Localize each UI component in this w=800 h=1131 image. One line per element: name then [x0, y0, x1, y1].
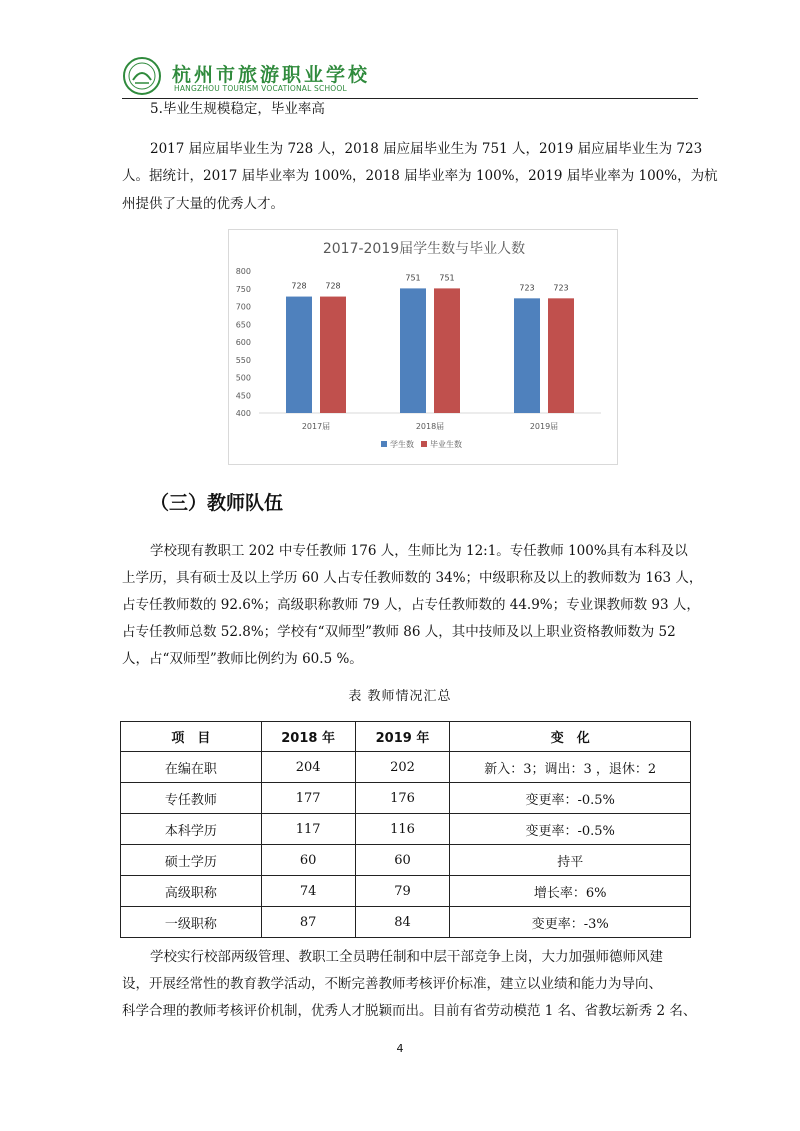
y-tick-label: 550 — [235, 355, 251, 365]
closing-line-1: 学校实行校部两级管理、教职工全员聘任制和中层干部竞争上岗，大力加强师德师风建 — [150, 949, 663, 965]
table-cell: 变更率：-0.5% — [450, 814, 691, 845]
section5-line-1: 2017 届应届毕业生为 728 人，2018 届应届毕业生为 751 人，2019 届应届毕业生为 723 — [150, 141, 703, 157]
legend-label: 学生数 — [390, 440, 414, 449]
table-cell: 本科学历 — [121, 814, 262, 845]
table-cell: 202 — [355, 752, 450, 783]
school-logo — [122, 56, 162, 96]
data-label: 723 — [519, 283, 535, 293]
table-cell: 持平 — [450, 845, 691, 876]
section3-heading: （三）教师队伍 — [150, 492, 284, 514]
y-tick-label: 400 — [235, 409, 251, 418]
table-row — [121, 814, 691, 845]
table-cell: 116 — [355, 814, 450, 845]
table-cell: 在编在职 — [121, 752, 262, 783]
section3-line-2: 上学历，具有硕士及以上学历 60 人占专任教师数的 34%；中级职称及以上的教师数为 163 人， — [122, 570, 703, 586]
page-number: 4 — [396, 1042, 404, 1055]
table-cell: 高级职称 — [121, 876, 262, 907]
table-row — [121, 845, 691, 876]
table-cell: 117 — [261, 814, 355, 845]
table-row — [121, 783, 691, 814]
legend-swatch — [421, 441, 427, 447]
school-name-en: HANGZHOU TOURISM VOCATIONAL SCHOOL — [174, 84, 347, 93]
table-cell: 硕士学历 — [121, 845, 262, 876]
bar-students — [514, 298, 540, 413]
table-cell: 专任教师 — [121, 783, 262, 814]
section5-heading: 5.毕业生规模稳定，毕业率高 — [150, 101, 325, 117]
table-cell: 变更率：-0.5% — [450, 783, 691, 814]
table-cell: 84 — [355, 907, 450, 938]
bar-students — [400, 288, 426, 413]
table-row — [121, 876, 691, 907]
table-caption: 表 教师情况汇总 — [348, 689, 452, 704]
legend-swatch — [381, 441, 387, 447]
chart-plot — [229, 230, 617, 464]
bar-students — [286, 297, 312, 413]
section3-line-5: 人，占“双师型”教师比例约为 60.5 %。 — [122, 651, 363, 667]
y-tick-label: 700 — [235, 302, 251, 312]
bar-graduates — [434, 288, 460, 413]
x-tick-label: 2019届 — [529, 422, 559, 431]
table-row — [121, 752, 691, 783]
table-cell: 79 — [355, 876, 450, 907]
data-label: 728 — [325, 281, 341, 291]
x-tick-label: 2018届 — [415, 422, 445, 431]
school-name-cn: 杭州市旅游职业学校 — [172, 64, 371, 86]
closing-line-3: 科学合理的教师考核评价机制，优秀人才脱颖而出。目前有省劳动模范 1 名、省教坛新秀 2 名、 — [122, 1003, 697, 1019]
header-item: 项 目 — [121, 722, 262, 752]
table-cell: 增长率：6% — [450, 876, 691, 907]
legend-label: 毕业生数 — [430, 440, 462, 449]
section3-line-3: 占专任教师数的 92.6%；高级职称教师 79 人，占专任教师数的 44.9%；专业课教师数 93 人， — [122, 597, 700, 613]
table-cell: 176 — [355, 783, 450, 814]
table-cell: 74 — [261, 876, 355, 907]
header-2019: 2019 年 — [355, 722, 450, 752]
table-row — [121, 907, 691, 938]
x-tick-label: 2017届 — [301, 422, 331, 431]
table-cell: 新入：3；调出：3 ，退休：2 — [450, 752, 691, 783]
y-tick-label: 750 — [235, 284, 251, 294]
y-tick-label: 650 — [235, 320, 251, 330]
header-2018: 2018 年 — [261, 722, 355, 752]
page-header — [122, 56, 698, 100]
teacher-summary-table — [120, 721, 691, 938]
table-cell: 60 — [355, 845, 450, 876]
section5-line-3: 州提供了大量的优秀人才。 — [122, 196, 284, 212]
y-tick-label: 450 — [235, 391, 251, 401]
y-tick-label: 500 — [235, 373, 251, 383]
y-tick-label: 600 — [235, 338, 251, 347]
data-label: 751 — [405, 273, 421, 283]
table-header-row — [121, 722, 691, 752]
graduates-chart — [228, 229, 618, 465]
bar-graduates — [320, 297, 346, 413]
data-label: 723 — [553, 283, 569, 293]
closing-line-2: 设，开展经常性的教育教学活动，不断完善教师考核评价标准，建立以业绩和能力为导向、 — [122, 976, 662, 992]
y-tick-label: 800 — [235, 267, 251, 276]
data-label: 728 — [291, 281, 307, 291]
table-cell: 87 — [261, 907, 355, 938]
header-change: 变 化 — [450, 722, 691, 752]
section3-line-4: 占专任教师总数 52.8%；学校有“双师型”教师 86 人，其中技师及以上职业资格教师数为 52 — [122, 624, 676, 640]
data-label: 751 — [439, 273, 455, 283]
bar-graduates — [548, 298, 574, 413]
table-cell: 变更率：-3% — [450, 907, 691, 938]
table-cell: 204 — [261, 752, 355, 783]
section5-line-2: 人。据统计，2017 届毕业率为 100%，2018 届毕业率为 100%，2019 届毕业率为 100%，为杭 — [122, 168, 718, 184]
table-cell: 60 — [261, 845, 355, 876]
table-cell: 177 — [261, 783, 355, 814]
section3-line-1: 学校现有教职工 202 中专任教师 176 人，生师比为 12:1。专任教师 100%具有本科及以 — [150, 543, 688, 559]
table-cell: 一级职称 — [121, 907, 262, 938]
chart-title: 2017-2019届学生数与毕业人数 — [322, 241, 526, 257]
